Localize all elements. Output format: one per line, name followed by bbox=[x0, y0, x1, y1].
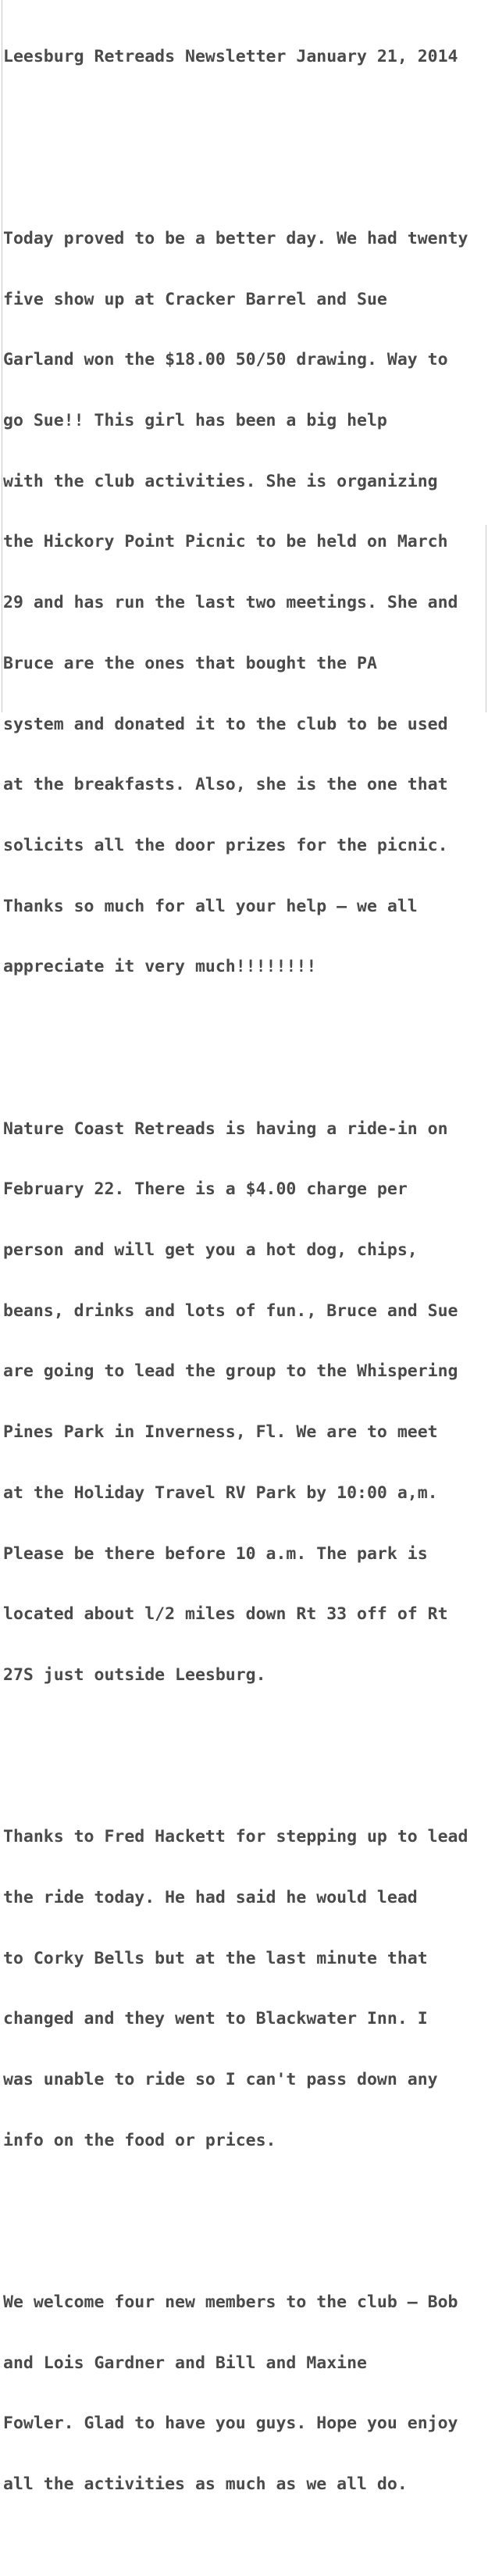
text-line: Pines Park in Inverness, Fl. We are to meet bbox=[3, 1422, 438, 1443]
text-line: 27S just outside Leesburg. bbox=[3, 1664, 266, 1685]
text-line: Fowler. Glad to have you guys. Hope you enjoy bbox=[3, 2414, 458, 2434]
text-line: Thanks to Fred Hackett for stepping up to lead bbox=[3, 1827, 468, 1847]
text-line: the Hickory Point Picnic to be held on March bbox=[3, 532, 448, 552]
text-line: appreciate it very much!!!!!!!! bbox=[3, 957, 317, 977]
text-line: with the club activities. She is organizing bbox=[3, 471, 438, 491]
text-line: Please be there before 10 a.m. The park is bbox=[3, 1543, 428, 1564]
text-line: at the Holiday Travel RV Park by 10:00 a,m. bbox=[3, 1482, 438, 1503]
text-line: 29 and has run the last two meetings. She and bbox=[3, 593, 458, 613]
text-line: solicits all the door prizes for the picnic. bbox=[3, 835, 448, 855]
text-line: are going to lead the group to the Whispering bbox=[3, 1361, 458, 1382]
blank-line bbox=[3, 108, 468, 128]
text-line: and Lois Gardner and Bill and Maxine bbox=[3, 2353, 367, 2373]
text-line: located about l/2 miles down Rt 33 off of Rt bbox=[3, 1604, 448, 1625]
text-line: beans, drinks and lots of fun., Bruce and Sue bbox=[3, 1300, 458, 1321]
newsletter-text bbox=[3, 6, 468, 2576]
paragraph-new-members bbox=[3, 2252, 468, 2535]
text-line: system and donated it to the club to be used bbox=[3, 714, 448, 734]
text-line: February 22. There is a $4.00 charge per bbox=[3, 1179, 408, 1200]
text-line: at the breakfasts. Also, she is the one that bbox=[3, 775, 448, 795]
text-line: Garland won the $18.00 50/50 drawing. Way to bbox=[3, 350, 448, 370]
text-line: info on the food or prices. bbox=[3, 2130, 276, 2150]
text-line: to Corky Bells but at the last minute that bbox=[3, 1948, 428, 1968]
text-line: the ride today. He had said he would lead bbox=[3, 1887, 418, 1907]
paragraph-club-meeting bbox=[3, 188, 468, 1018]
text-line: person and will get you a hot dog, chips, bbox=[3, 1240, 418, 1261]
text-line: Bruce are the ones that bought the PA bbox=[3, 653, 377, 673]
newsletter-title: Leesburg Retreads Newsletter January 21, 2014 bbox=[3, 46, 458, 66]
text-line: changed and they went to Blackwater Inn. I bbox=[3, 2009, 428, 2029]
text-line: Thanks so much for all your help – we all bbox=[3, 896, 418, 916]
text-line: all the activities as much as we all do. bbox=[3, 2474, 408, 2495]
text-line: go Sue!! This girl has been a big help bbox=[3, 411, 387, 431]
text-line: Today proved to be a better day. We had twenty bbox=[3, 228, 468, 248]
text-line: five show up at Cracker Barrel and Sue bbox=[3, 289, 387, 309]
text-line: was unable to ride so I can't pass down any bbox=[3, 2069, 438, 2089]
paragraph-ride-in bbox=[3, 1079, 468, 1726]
text-line: Nature Coast Retreads is having a ride-in on bbox=[3, 1119, 448, 1139]
text-line: We welcome four new members to the club – Bob bbox=[3, 2292, 458, 2312]
paragraph-ride-leader bbox=[3, 1786, 468, 2191]
